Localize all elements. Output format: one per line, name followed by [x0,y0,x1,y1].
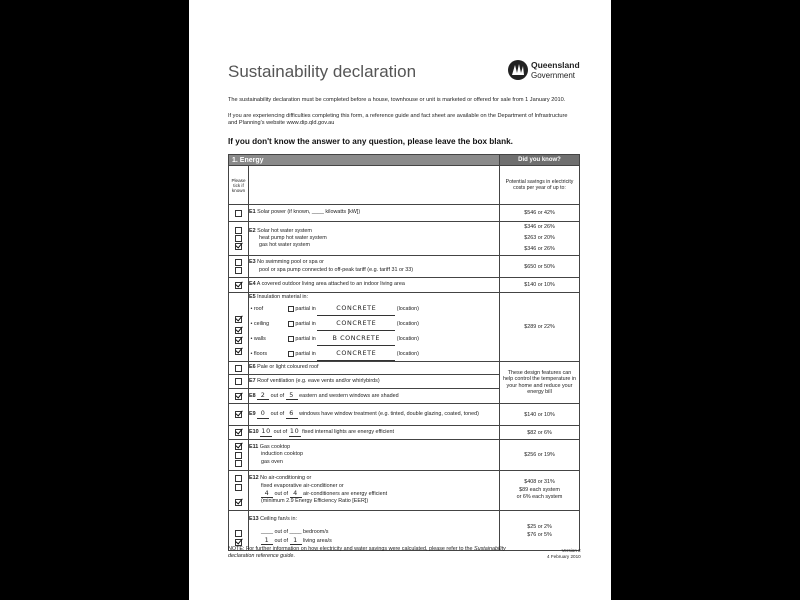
e1-text: Solar power (if known, ____ kilowatts [kW]) [257,209,361,216]
row-e10: E10 10 out of 10 fixed internal lights are energy efficient $82 or 6% [229,426,580,440]
e9-saving: $140 or 10% [500,404,580,426]
e9-total-count: 6 [286,410,298,418]
e2-saving-3: $346 or 26% [524,246,555,252]
e9-text: windows have window treatment (e.g. tinted, double glazing, coated, toned) [299,411,479,418]
e5-item-floors: • floors partial in CONCRETE (location) [249,346,499,361]
e12-saving-2: $89 each system [519,486,560,493]
row-e7: E7 Roof ventilation (e.g. eave vents and/or whirlybirds) [229,375,580,389]
tick-column-header: Please tick if known [229,166,249,205]
e8-text: eastern and western windows are shaded [299,392,399,399]
e10-efficient-count: 10 [261,427,271,436]
e13-saving-2: $76 or 5% [527,531,552,538]
logo-line2: Government [531,71,576,80]
reference-guide-title: Sustainability declaration reference guide [228,546,506,559]
logo-line1: Queensland [531,60,580,70]
e11-line-1: Gas cooktop [259,444,291,451]
e5-floors-location: CONCRETE [317,346,395,361]
e2-saving-2: $263 or 20% [524,235,555,241]
e678-saving: These design features can help control the temperature in your home and reduce your energy bill [500,362,580,404]
document-title: Sustainability declaration [228,62,417,81]
footnote: NOTE: For further information on how electricity and water savings were calculated, please refer to the Sustainability declaration reference guide. [228,546,506,559]
row-e2: E2 Solar hot water system heat pump hot water system gas hot water system $346 or 26% $263 or 20% $346 or 26% [229,222,580,256]
e10-total-count: 10 [289,427,300,436]
row-e6: E6 Pale or light coloured roof These design features can help control the temperature in your home and reduce your energy bill [229,362,580,375]
row-e3: E3 No swimming pool or spa or pool or spa pump connected to off-peak tariff (e.g. tariff 31 or 33) $650 or 50% [229,256,580,278]
checkbox-e3-off-peak[interactable] [235,267,242,274]
checkbox-e7[interactable] [235,378,242,385]
checkbox-e11-gas-cooktop[interactable] [235,443,242,450]
e11-saving: $256 or 19% [500,440,580,471]
e5-heading: Insulation material in: [257,294,309,300]
e13-line-2: living area/s [303,537,332,544]
intro-paragraph-1: The sustainability declaration must be completed before a house, townhouse or unit is marketed or offered for sale from 1 January 2010. [228,97,566,103]
e13-saving-1: $25 or 2% [527,523,552,530]
checkbox-e10[interactable] [235,429,242,436]
checkbox-e12-no-aircon[interactable] [235,475,242,482]
e4-text: A covered outdoor living area attached to an indoor living area [256,281,405,288]
e11-line-3: gas oven [261,458,283,465]
e2-saving-1: $346 or 26% [524,224,555,230]
checkbox-e5-floors[interactable] [235,348,242,355]
e13-living-total: 1 [290,537,302,545]
e12-efficient-count: 4 [261,490,273,498]
checkbox-e5-walls-partial[interactable] [288,336,294,342]
row-e11: E11 Gas cooktop induction cooktop gas oven $256 or 19% [229,440,580,471]
e13-living-count: 1 [261,537,273,545]
checkbox-e5-floors-partial[interactable] [288,351,294,357]
e3-line-2: pool or spa pump connected to off-peak tariff (e.g. tariff 31 or 33) [259,266,414,273]
e5-saving: $289 or 22% [500,293,580,362]
version-info: Version 2 4 February 2010 [547,548,581,559]
checkbox-e2-gas[interactable] [235,243,242,250]
checkbox-e1[interactable] [235,210,242,217]
e6-text: Pale or light coloured roof [257,364,319,371]
checkbox-e11-induction[interactable] [235,452,242,459]
e2-line-3: gas hot water system [259,242,310,249]
row-e1: E1 Solar power (if known, ____ kilowatts [kW]) $546 or 42% [229,205,580,222]
checkbox-e8[interactable] [235,393,242,400]
checkbox-e12-efficient[interactable] [235,499,242,506]
savings-column-header: Potential savings in electricity costs per year of up to: [500,166,580,205]
e5-ceiling-location: CONCRETE [317,316,395,331]
queensland-crest-icon [507,59,529,81]
e12-line-1: No air-conditioning or [260,475,312,482]
checkbox-e5-ceiling[interactable] [235,327,242,334]
e5-walls-location: B CONCRETE [317,331,395,346]
instruction-note: If you don't know the answer to any question, please leave the box blank. [228,137,513,146]
e3-line-1: No swimming pool or spa or [257,259,324,266]
checkbox-e13-living[interactable] [235,539,242,546]
e5-roof-location: CONCRETE [317,301,395,316]
did-you-know-header: Did you know? [500,155,580,166]
checkbox-e5-roof[interactable] [235,316,242,323]
column-header-row [229,166,580,205]
checkbox-e6[interactable] [235,365,242,372]
intro-paragraph-2: If you are experiencing difficulties completing this form, a reference guide and fact sheet are available on the Department of Infrastructure and Planning's website www.dip.qld.gov.au [228,113,568,126]
e13-heading: Ceiling fan/s in: [260,516,297,523]
e10-text: fixed internal lights are energy efficient [302,429,394,436]
checkbox-e5-walls[interactable] [235,337,242,344]
e12-saving-3: or 6% each system [516,494,563,501]
e5-item-walls: • walls partial in B CONCRETE (location) [249,331,499,346]
e8-shaded-count: 2 [257,392,269,400]
checkbox-e3-no-pool[interactable] [235,259,242,266]
row-e12: E12 No air-conditioning or fixed evaporative air-conditioner or 4 out of 4 air-conditioners are energy efficient (minimum 2.9 Energy Efficiency Ratio [EER]) $408 or 31% $89 each system or 6% each system [229,471,580,511]
queensland-government-logo [507,57,580,85]
e11-line-2: induction cooktop [261,451,303,458]
e12-total-count: 4 [290,490,302,498]
e9-treated-count: 0 [257,410,269,418]
e7-text: Roof ventilation (e.g. eave vents and/or whirlybirds) [257,377,380,384]
e5-item-ceiling: • ceiling partial in CONCRETE (location) [249,316,499,331]
e2-line-2: heat pump hot water system [259,234,327,241]
checkbox-e5-ceiling-partial[interactable] [288,321,294,327]
checkbox-e9[interactable] [235,411,242,418]
e12-line-4: (minimum 2.9 Energy Efficiency Ratio [EER]) [261,498,369,505]
e10-saving: $82 or 6% [500,426,580,440]
checkbox-e2-solar[interactable] [235,227,242,234]
checkbox-e11-gas-oven[interactable] [235,460,242,467]
checkbox-e5-roof-partial[interactable] [288,306,294,312]
e1-saving: $546 or 42% [500,205,580,222]
e12-line-2: fixed evaporative air-conditioner or [261,482,344,489]
e8-total-count: 5 [286,392,298,400]
section-header-row [229,155,580,166]
row-e13: E13 Ceiling fan/s in: ____ out of ____ bedroom/s 1 out of 1 living area/s $25 or 2% $76 or 5% [229,511,580,551]
e13-line-1: out of ____ bedroom/s [274,529,329,536]
e12-line-3: air-conditioners are energy efficient [303,491,388,497]
energy-table [228,154,580,551]
e4-saving: $140 or 10% [500,278,580,293]
document-page [189,0,611,600]
row-e8: E8 2 out of 5 eastern and western windows are shaded [229,389,580,404]
section-title: 1. Energy [229,155,500,166]
e3-saving: $650 or 50% [500,256,580,278]
e2-line-1: Solar hot water system [257,227,312,234]
e5-item-roof: • roof partial in CONCRETE (location) [249,301,499,316]
row-e4: E4 A covered outdoor living area attached to an indoor living area $140 or 10% [229,278,580,293]
row-e5: E5 Insulation material in: • roof partial in CONCRETE (location) • ceiling partial in CONCRETE (location) • walls partial in B CONCRETE (location) • floors partial in CONCRETE (location) $289 or 22% [229,293,580,362]
row-e9: E9 0 out of 6 windows have window treatment (e.g. tinted, double glazing, coated, toned) $140 or 10% [229,404,580,426]
checkbox-e12-evaporative[interactable] [235,484,242,491]
checkbox-e4[interactable] [235,282,242,289]
e12-saving-1: $408 or 31% [524,479,555,486]
